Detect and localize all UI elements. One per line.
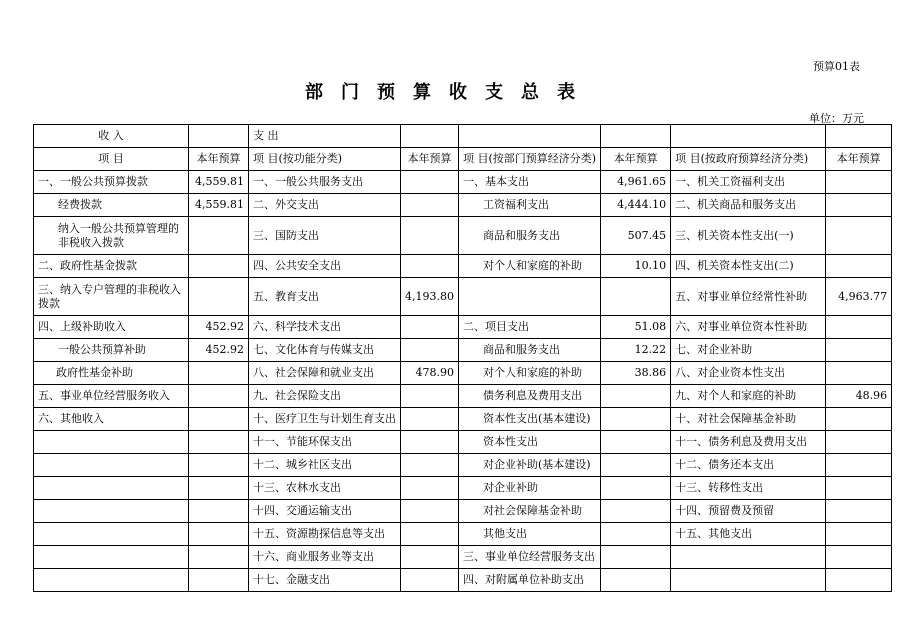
item-cell: 四、公共安全支出 (249, 255, 401, 278)
item-cell (671, 569, 826, 592)
item-cell: 纳入一般公共预算管理的非税收入拨款 (34, 217, 189, 255)
table-row (34, 431, 892, 454)
table-row (34, 362, 892, 385)
table-row (34, 255, 892, 278)
item-cell: 对企业补助(基本建设) (458, 454, 600, 477)
amount-cell (601, 408, 671, 431)
item-cell: 对个人和家庭的补助 (458, 362, 600, 385)
table-row (34, 217, 892, 255)
item-cell: 六、其他收入 (34, 408, 189, 431)
amount-cell: 4,193.80 (401, 278, 459, 316)
item-cell: 六、对事业单位资本性补助 (671, 316, 826, 339)
item-cell: 十四、交通运输支出 (249, 500, 401, 523)
amount-cell: 452.92 (189, 316, 249, 339)
form-number: 预算01表 (813, 60, 860, 73)
item-cell (34, 477, 189, 500)
item-cell: 一般公共预算补助 (34, 339, 189, 362)
item-cell: 商品和服务支出 (458, 339, 600, 362)
item-cell: 六、科学技术支出 (249, 316, 401, 339)
amount-cell: 4,961.65 (601, 171, 671, 194)
amount-cell: 4,444.10 (601, 194, 671, 217)
table-row (34, 408, 892, 431)
amount-cell (401, 500, 459, 523)
amount-cell (601, 278, 671, 316)
item-cell: 十五、其他支出 (671, 523, 826, 546)
page-title: 部门预算收支总表 (305, 82, 593, 103)
amount-cell (401, 255, 459, 278)
item-cell: 一、一般公共服务支出 (249, 171, 401, 194)
item-cell: 十三、农林水支出 (249, 477, 401, 500)
amount-cell (826, 546, 892, 569)
item-cell: 十、对社会保障基金补助 (671, 408, 826, 431)
amount-cell: 48.96 (826, 385, 892, 408)
item-cell: 政府性基金补助 (34, 362, 189, 385)
amount-cell (601, 431, 671, 454)
item-cell: 对个人和家庭的补助 (458, 255, 600, 278)
amount-cell (189, 477, 249, 500)
amount-cell (189, 431, 249, 454)
item-cell: 工资福利支出 (458, 194, 600, 217)
group-header-cell (401, 125, 459, 148)
budget-table (33, 124, 892, 592)
item-cell: 四、上级补助收入 (34, 316, 189, 339)
amount-cell (189, 454, 249, 477)
amount-cell: 507.45 (601, 217, 671, 255)
amount-cell (601, 546, 671, 569)
group-header-cell (671, 125, 826, 148)
amount-cell (401, 408, 459, 431)
column-header-cell: 本年预算 (189, 148, 249, 171)
amount-cell (401, 523, 459, 546)
amount-cell: 51.08 (601, 316, 671, 339)
item-cell: 资本性支出 (458, 431, 600, 454)
amount-cell (601, 385, 671, 408)
table-row (34, 477, 892, 500)
item-cell: 七、对企业补助 (671, 339, 826, 362)
amount-cell (601, 500, 671, 523)
amount-cell (401, 171, 459, 194)
item-cell (34, 523, 189, 546)
item-cell: 三、机关资本性支出(一) (671, 217, 826, 255)
amount-cell (826, 217, 892, 255)
item-cell: 对社会保障基金补助 (458, 500, 600, 523)
item-cell: 二、外交支出 (249, 194, 401, 217)
amount-cell (401, 454, 459, 477)
amount-cell: 4,559.81 (189, 194, 249, 217)
table-row (34, 523, 892, 546)
amount-cell (826, 569, 892, 592)
item-cell: 十五、资源勘探信息等支出 (249, 523, 401, 546)
item-cell: 九、对个人和家庭的补助 (671, 385, 826, 408)
column-header-cell: 项 目(按功能分类) (249, 148, 401, 171)
column-header-cell: 项 目(按政府预算经济分类) (671, 148, 826, 171)
amount-cell (189, 523, 249, 546)
item-cell (34, 569, 189, 592)
table-row (34, 569, 892, 592)
item-cell: 十一、债务利息及费用支出 (671, 431, 826, 454)
item-cell: 十一、节能环保支出 (249, 431, 401, 454)
item-cell: 八、社会保障和就业支出 (249, 362, 401, 385)
amount-cell (401, 431, 459, 454)
amount-cell (601, 454, 671, 477)
item-cell: 债务利息及费用支出 (458, 385, 600, 408)
item-cell: 五、事业单位经营服务收入 (34, 385, 189, 408)
amount-cell (826, 362, 892, 385)
amount-cell: 38.86 (601, 362, 671, 385)
group-header-cell (189, 125, 249, 148)
table-row (34, 385, 892, 408)
amount-cell (826, 171, 892, 194)
amount-cell (401, 385, 459, 408)
amount-cell (826, 523, 892, 546)
item-cell: 八、对企业资本性支出 (671, 362, 826, 385)
amount-cell (401, 339, 459, 362)
item-cell: 四、对附属单位补助支出 (458, 569, 600, 592)
column-header-cell: 项 目 (34, 148, 189, 171)
amount-cell (401, 546, 459, 569)
amount-cell (401, 316, 459, 339)
amount-cell: 478.90 (401, 362, 459, 385)
item-cell: 十、医疗卫生与计划生育支出 (249, 408, 401, 431)
amount-cell (401, 477, 459, 500)
item-cell: 十七、金融支出 (249, 569, 401, 592)
amount-cell (826, 431, 892, 454)
table-row (34, 171, 892, 194)
group-header-cell (826, 125, 892, 148)
item-cell: 五、对事业单位经常性补助 (671, 278, 826, 316)
item-cell: 三、国防支出 (249, 217, 401, 255)
group-header-cell: 收 入 (34, 125, 189, 148)
amount-cell (826, 408, 892, 431)
item-cell: 二、政府性基金拨款 (34, 255, 189, 278)
table-row (34, 278, 892, 316)
amount-cell (826, 500, 892, 523)
item-cell (34, 500, 189, 523)
item-cell: 经费拨款 (34, 194, 189, 217)
column-header-cell: 本年预算 (601, 148, 671, 171)
item-cell (34, 431, 189, 454)
amount-cell (189, 546, 249, 569)
amount-cell (189, 408, 249, 431)
amount-cell (189, 217, 249, 255)
table-row (34, 194, 892, 217)
amount-cell (401, 194, 459, 217)
amount-cell (401, 569, 459, 592)
item-cell: 其他支出 (458, 523, 600, 546)
item-cell: 三、事业单位经营服务支出 (458, 546, 600, 569)
amount-cell (826, 339, 892, 362)
amount-cell (189, 569, 249, 592)
item-cell: 十二、债务还本支出 (671, 454, 826, 477)
item-cell: 九、社会保险支出 (249, 385, 401, 408)
column-header-cell: 本年预算 (826, 148, 892, 171)
item-cell: 一、基本支出 (458, 171, 600, 194)
amount-cell (401, 217, 459, 255)
table-row (34, 339, 892, 362)
amount-cell: 12.22 (601, 339, 671, 362)
column-header-cell: 项 目(按部门预算经济分类) (458, 148, 600, 171)
amount-cell (826, 316, 892, 339)
item-cell (34, 454, 189, 477)
amount-cell (601, 477, 671, 500)
item-cell: 十六、商业服务业等支出 (249, 546, 401, 569)
group-header-cell: 支 出 (249, 125, 401, 148)
item-cell: 资本性支出(基本建设) (458, 408, 600, 431)
item-cell: 四、机关资本性支出(二) (671, 255, 826, 278)
table-row (34, 546, 892, 569)
item-cell: 一、一般公共预算拨款 (34, 171, 189, 194)
item-cell: 二、项目支出 (458, 316, 600, 339)
amount-cell: 452.92 (189, 339, 249, 362)
amount-cell (826, 477, 892, 500)
item-cell: 三、纳入专户管理的非税收入拨款 (34, 278, 189, 316)
unit-label: 单位：万元 (809, 112, 864, 125)
amount-cell (189, 500, 249, 523)
amount-cell (601, 569, 671, 592)
amount-cell (189, 278, 249, 316)
item-cell (458, 278, 600, 316)
amount-cell (189, 385, 249, 408)
amount-cell (826, 255, 892, 278)
amount-cell (189, 255, 249, 278)
group-header-row (34, 125, 892, 148)
group-header-cell (601, 125, 671, 148)
item-cell: 七、文化体育与传媒支出 (249, 339, 401, 362)
amount-cell: 4,963.77 (826, 278, 892, 316)
item-cell: 十四、预留费及预留 (671, 500, 826, 523)
item-cell: 十二、城乡社区支出 (249, 454, 401, 477)
amount-cell (826, 454, 892, 477)
table-row (34, 316, 892, 339)
column-header-row (34, 148, 892, 171)
table-row (34, 454, 892, 477)
amount-cell (826, 194, 892, 217)
item-cell (34, 546, 189, 569)
group-header-cell (458, 125, 600, 148)
item-cell: 十三、转移性支出 (671, 477, 826, 500)
item-cell: 商品和服务支出 (458, 217, 600, 255)
amount-cell (601, 523, 671, 546)
amount-cell: 4,559.81 (189, 171, 249, 194)
column-header-cell: 本年预算 (401, 148, 459, 171)
table-row (34, 500, 892, 523)
item-cell: 五、教育支出 (249, 278, 401, 316)
item-cell: 对企业补助 (458, 477, 600, 500)
item-cell: 一、机关工资福利支出 (671, 171, 826, 194)
item-cell: 二、机关商品和服务支出 (671, 194, 826, 217)
amount-cell (189, 362, 249, 385)
amount-cell: 10.10 (601, 255, 671, 278)
item-cell (671, 546, 826, 569)
